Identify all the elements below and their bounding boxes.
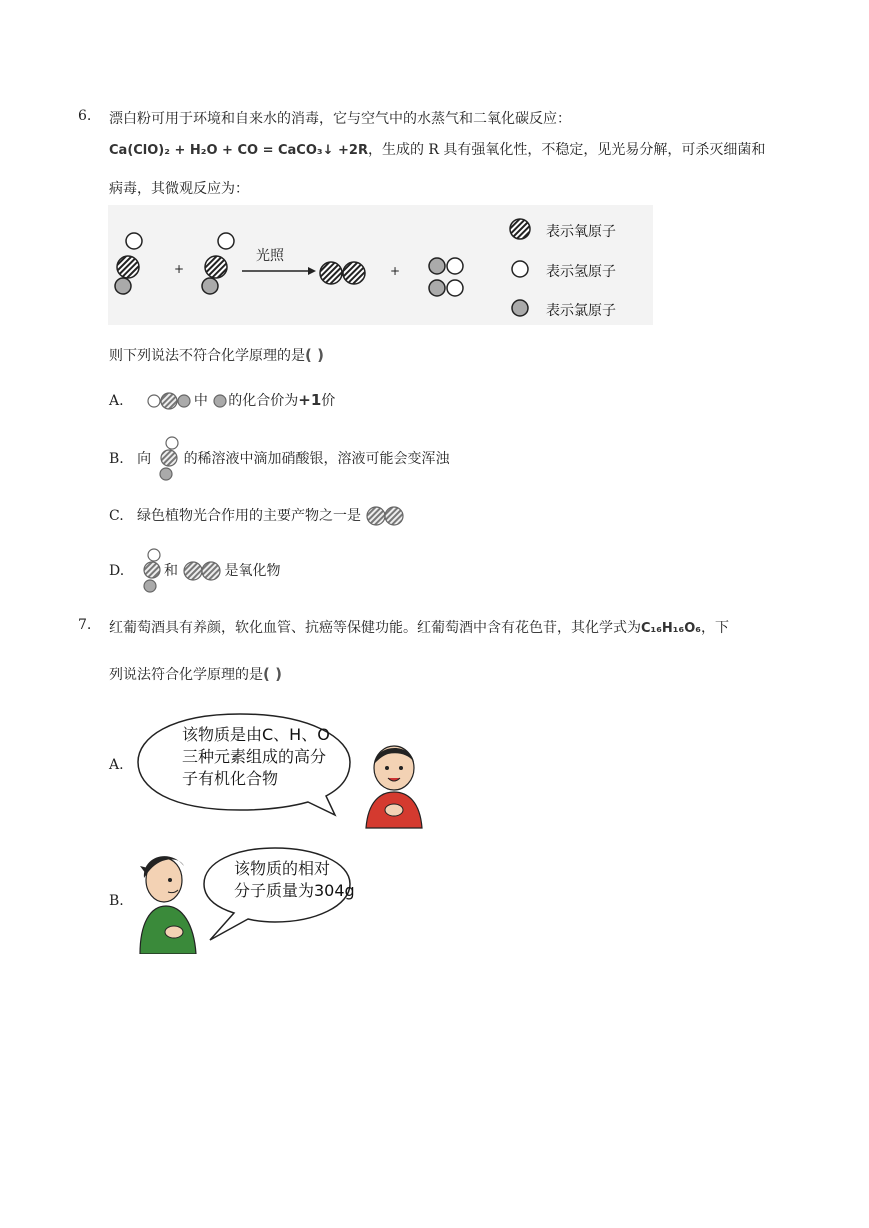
boy-illustration-icon — [134, 844, 206, 954]
q7-option-a[interactable] — [130, 710, 430, 830]
option-letter: B. — [109, 451, 124, 467]
q7-stem-line2 — [109, 664, 282, 684]
q7-option-b[interactable] — [132, 840, 432, 960]
bubble-a-line1: 该物质是由C、H、O — [182, 725, 330, 744]
option-d-mid: 和 — [164, 563, 178, 579]
q6-option-c[interactable] — [109, 505, 407, 527]
q6-reaction-figure — [108, 205, 653, 325]
q7-stem-line1 — [109, 617, 729, 637]
bubble-a-line2: 三种元素组成的高分 — [182, 747, 327, 766]
hclo-linear-icon — [146, 391, 194, 411]
bubble-b-line2: 分子质量为304g — [234, 881, 355, 900]
legend-hydrogen-icon — [512, 261, 528, 277]
hcl-molecules — [429, 258, 463, 296]
question-number-7: 7. — [78, 617, 92, 633]
hclo-molecule-left — [115, 233, 142, 294]
q6-stem-line1: 漂白粉可用于环境和自来水的消毒，它与空气中的水蒸气和二氧化碳反应： — [109, 111, 571, 127]
option-d-text: 是氧化物 — [224, 563, 281, 579]
option-a-text: 的化合价为 — [228, 393, 299, 409]
bubble-b-line1: 该物质的相对 — [234, 859, 331, 878]
plus-sign-2: + — [390, 264, 401, 278]
q7-line1-tail: ，下 — [700, 620, 729, 636]
q6-answer-paren: ( ) — [305, 346, 324, 364]
q6-equation: Ca(ClO)₂ + H₂O + CO = CaCO₃↓ +2R — [109, 143, 368, 158]
option-a-mid: 中 — [193, 393, 208, 409]
option-letter: A. — [109, 393, 124, 409]
option-b-pre: 向 — [137, 451, 152, 467]
legend-oxygen-label: 表示氧原子 — [546, 224, 616, 240]
plus-sign-1: + — [174, 262, 185, 276]
legend — [510, 219, 530, 316]
q7-line1-text: 红葡萄酒具有养颜，软化血管、抗癌等保健功能。红葡萄酒中含有花色苷，其化学式为 — [109, 620, 641, 636]
q7-option-a-letter: A. — [109, 757, 124, 773]
option-letter: C. — [109, 508, 124, 524]
q6-stem-line3: 病毒，其微观反应为： — [109, 181, 249, 197]
q6-line2-text: ，生成的 R 具有强氧化性，不稳定，见光易分解，可杀灭细菌和 — [367, 142, 766, 158]
hclo-molecule-icon — [156, 436, 184, 482]
q6-option-a[interactable] — [109, 390, 335, 411]
chlorine-atom-icon — [212, 393, 228, 409]
q7-line2-text: 列说法符合化学原理的是 — [109, 667, 263, 683]
legend-oxygen-icon — [510, 219, 530, 239]
valence-value: +1 — [298, 391, 322, 409]
q6-option-b[interactable] — [109, 436, 450, 482]
reaction-arrow — [242, 267, 316, 275]
q6-stem-line2 — [109, 139, 765, 159]
question-number-6: 6. — [78, 108, 92, 124]
boy-illustration-icon — [358, 740, 430, 830]
option-b-text: 的稀溶液中滴加硝酸银，溶液可能会变浑浊 — [183, 451, 450, 467]
q7-option-b-letter: B. — [109, 893, 124, 909]
hclo-molecule-icon — [142, 548, 164, 594]
q6-option-d[interactable] — [109, 548, 280, 594]
option-a-tail: 价 — [321, 393, 336, 409]
q6-question-text: 则下列说法不符合化学原理的是 — [109, 348, 305, 364]
legend-hydrogen-label: 表示氢原子 — [546, 264, 616, 280]
legend-chlorine-icon — [512, 300, 528, 316]
q7-answer-paren: ( ) — [263, 665, 282, 683]
o2-molecule-icon — [182, 560, 224, 582]
q6-question-stem — [109, 345, 324, 365]
o2-molecule-icon — [365, 505, 407, 527]
option-letter: D. — [109, 563, 125, 579]
legend-chlorine-label: 表示氯原子 — [546, 303, 616, 319]
option-c-text: 绿色植物光合作用的主要产物之一是 — [137, 508, 362, 524]
hclo-molecule-right — [202, 233, 234, 294]
bubble-a-line3: 子有机化合物 — [182, 769, 279, 788]
o2-molecule — [320, 262, 365, 284]
q7-formula: C₁₆H₁₆O₆ — [641, 621, 701, 636]
arrow-label: 光照 — [256, 248, 284, 264]
